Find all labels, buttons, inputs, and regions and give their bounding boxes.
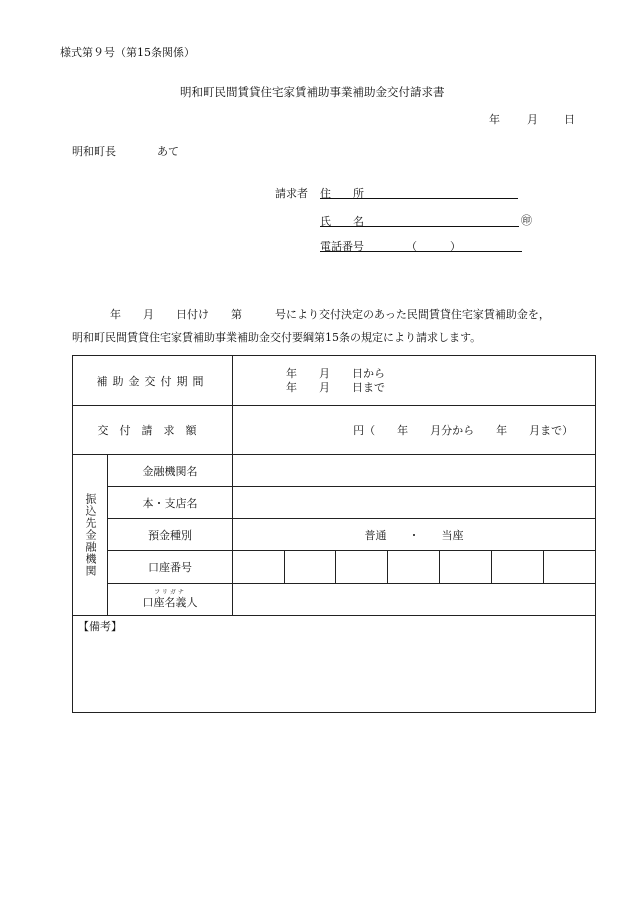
form-number: 様式第９号（第15条関係） [60, 46, 195, 59]
remarks-label: 【備考】 [78, 619, 122, 633]
account-holder-label-cell [108, 583, 233, 615]
addressee-name: 明和町長 [72, 145, 116, 158]
date-year-label: 年 [489, 113, 500, 126]
phone-field[interactable] [320, 251, 522, 252]
amount-label: 交付請求額 [73, 406, 233, 455]
period-label: 補助金交付期間 [73, 356, 233, 406]
account-digit-box[interactable] [440, 551, 492, 583]
remarks-cell[interactable] [73, 615, 596, 712]
date-day-label: 日 [564, 113, 575, 126]
bank-name-label: 金融機関名 [108, 455, 233, 487]
address-label: 住 所 [320, 187, 364, 200]
branch-label: 本・支店名 [108, 487, 233, 519]
name-field[interactable] [320, 226, 519, 227]
account-digit-box[interactable] [544, 551, 596, 583]
deposit-type-label: 預金種別 [108, 519, 233, 551]
document-title: 明和町民間賃貸住宅家賃補助事業補助金交付請求書 [180, 85, 445, 99]
request-table [72, 355, 596, 713]
branch-field[interactable] [233, 487, 596, 519]
account-holder-label-wrap [143, 589, 198, 610]
bank-name-field[interactable] [233, 455, 596, 487]
account-digit-box[interactable] [233, 551, 285, 583]
body-line-2: 明和町民間賃貸住宅家賃補助事業補助金交付要綱第15条の規定により請求します。 [72, 331, 482, 344]
date-month-label: 月 [527, 113, 538, 126]
account-number-label: 口座番号 [108, 551, 233, 583]
address-field[interactable] [320, 198, 518, 199]
phone-label: 電話番号 [320, 240, 364, 253]
account-digit-box[interactable] [336, 551, 388, 583]
deposit-type-value: 普通 ・ 当座 [364, 528, 464, 542]
account-holder-label: 口座名義人 [142, 595, 198, 609]
period-to: 年 月 日まで [286, 380, 385, 394]
seal-mark: ㊞ [521, 214, 532, 227]
body-line-1: 年 月 日付け 第 号により交付決定のあった民間賃貸住宅家賃補助金を， [110, 308, 550, 321]
claimant-label: 請求者 [275, 187, 308, 200]
account-holder-ruby: フリガナ [154, 588, 186, 596]
deposit-type-field[interactable] [233, 519, 596, 551]
bank-group-label-cell [73, 455, 108, 615]
account-digit-box[interactable] [285, 551, 336, 583]
account-holder-field[interactable] [233, 583, 596, 615]
name-label: 氏 名 [320, 215, 364, 228]
amount-value: 円（ 年 月分から 年 月まで） [353, 424, 574, 438]
period-from: 年 月 日から [286, 366, 385, 380]
account-digit-box[interactable] [388, 551, 440, 583]
period-cell[interactable] [233, 356, 596, 406]
account-digit-box[interactable] [492, 551, 544, 583]
phone-parens: （ ） [406, 240, 461, 253]
bank-group-label: 振込先金融機関 [84, 492, 97, 577]
amount-cell[interactable] [233, 406, 596, 455]
addressee-honorific: あて [157, 145, 179, 158]
